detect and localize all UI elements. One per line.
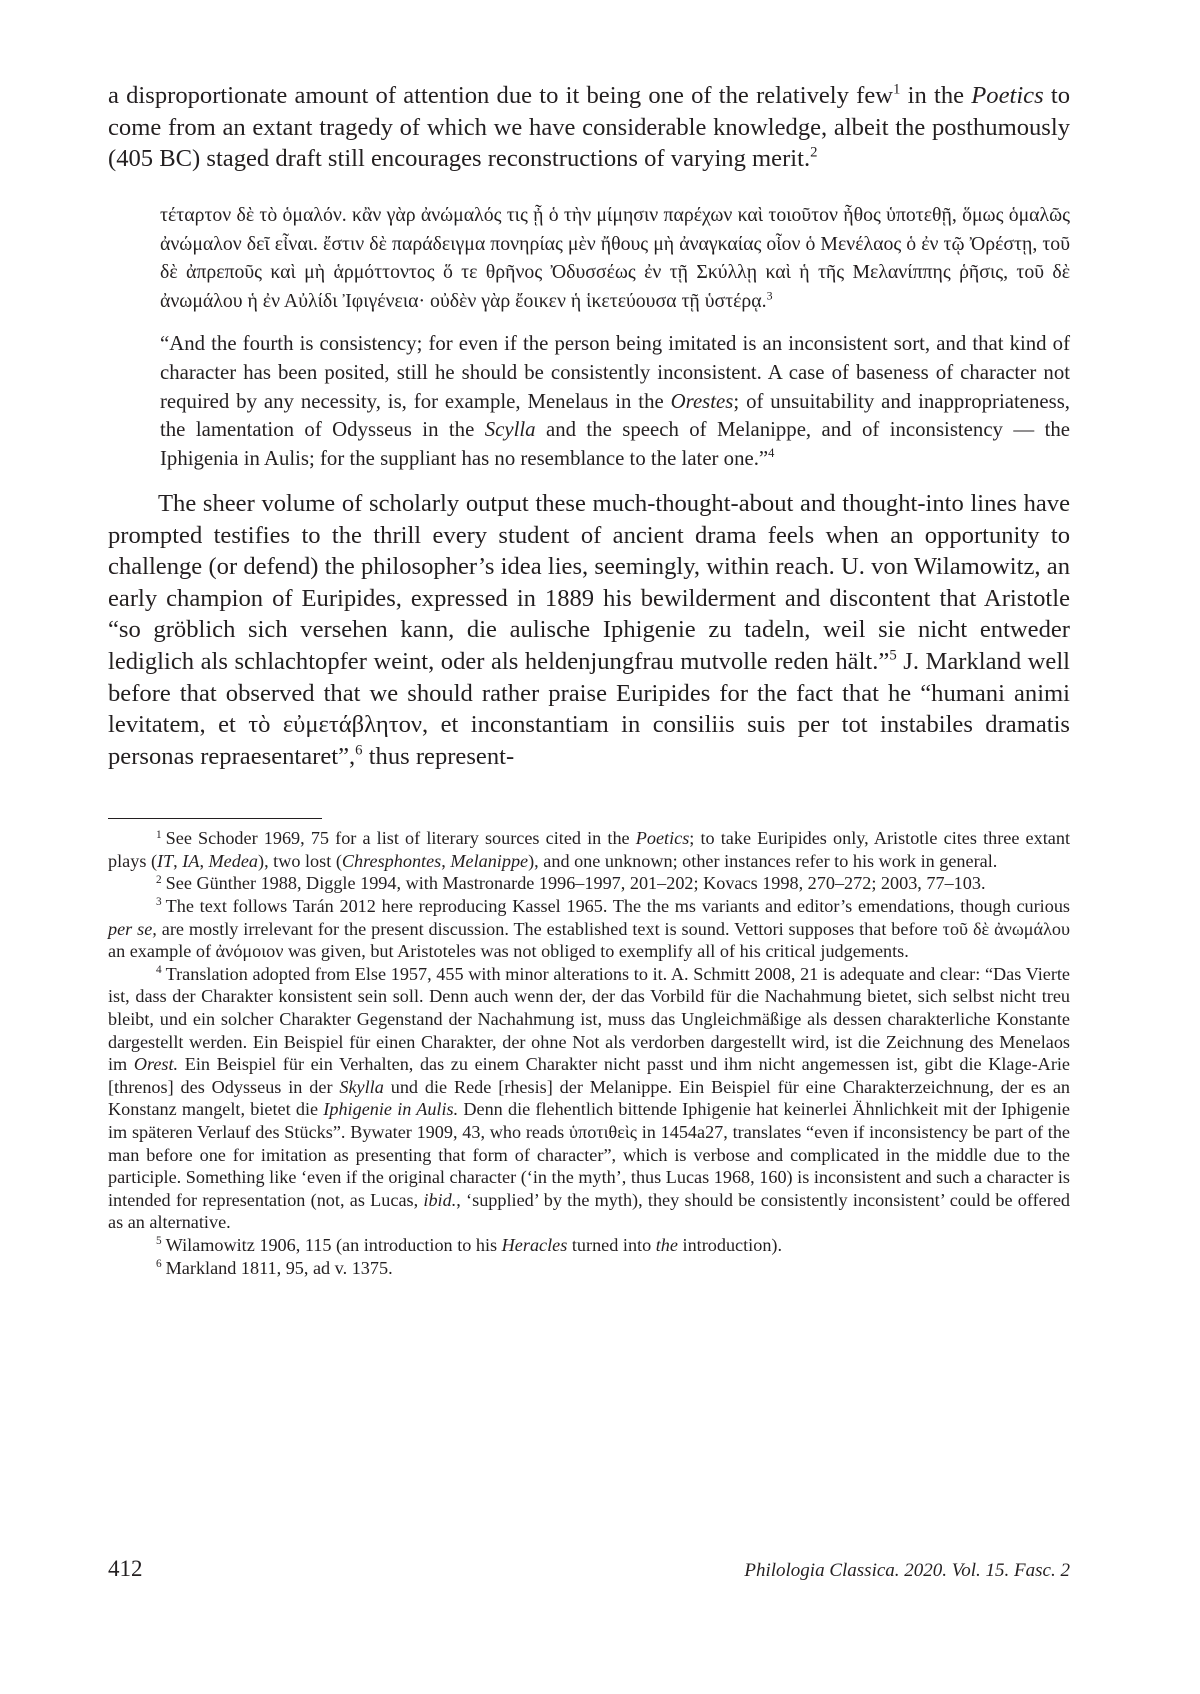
text-run: introduction).	[677, 1234, 783, 1255]
text-run: , ‘supplied’ by the myth), they should be consistently inconsistent’ could be offered as an alternative.	[108, 1189, 1070, 1233]
text-run: Ein Beispiel für ein Verhalten, das zu einem Charakter nicht passt und ihm nicht angemessen ist, gibt die Klage-Arie [threnos] des Odysseus in der	[108, 1054, 1070, 1097]
page-body	[108, 80, 1070, 1279]
italic-run: Skylla	[339, 1076, 384, 1097]
text-run: ,	[441, 850, 451, 871]
italic-run: the	[655, 1234, 678, 1255]
text-run: ,	[199, 850, 209, 871]
footnote-4	[108, 963, 1070, 1234]
text-run: ,	[173, 850, 183, 871]
footnote-ref-6[interactable]: 6	[355, 742, 363, 759]
text-run: thus represent-	[362, 742, 515, 770]
italic-run: IA	[182, 850, 200, 871]
text-run: and the speech of Melanippe, and of inconsistency — the Iphigenia in Aulis; for the suppliant has no resemblance to the later one.”	[160, 418, 1070, 471]
footnote-number: 4	[156, 964, 162, 977]
footnote-ref-2[interactable]: 2	[810, 144, 818, 161]
greek-text: τέταρτον δὲ τὸ ὁμαλόν. κἂν γὰρ ἀνώμαλός τις ᾖ ὁ τὴν μίμησιν παρέχων καὶ τοιοῦτον ἦθος ὑποτεθῇ, ὅμως ὁμαλῶς ἀνώμαλον δεῖ εἶναι. ἔστιν δὲ παράδειγμα πονηρίας μὲν ἤθους μὴ ἀναγκαίας οἷον ὁ Μενέλαος ὁ ἐν τῷ Ὀρέστῃ, τοῦ δὲ ἀπρεποῦς καὶ μὴ ἁρμόττοντος ὅ τε θρῆνος Ὀδυσσέως ἐν τῇ Σκύλλῃ καὶ ἡ τῆς Μελανίππης ῥῆσις, τοῦ δὲ ἀνωμάλου ἡ ἐν Αὐλίδι Ἰφιγένεια· οὐδὲν γὰρ ἔοικεν ἡ ἱκετεύουσα τῇ ὑστέρᾳ.	[160, 203, 1070, 313]
italic-run: ibid.	[423, 1189, 457, 1210]
text-run: Markland 1811, 95, ad v. 1375.	[165, 1257, 393, 1278]
footnote-ref-5[interactable]: 5	[889, 647, 897, 664]
page-footer	[108, 1556, 1070, 1582]
footnote-ref-4[interactable]: 4	[768, 446, 775, 461]
italic-run: Poetics	[971, 82, 1044, 109]
paragraph-intro	[108, 80, 1070, 175]
text-run: J. Markland well before that observed that we should rather praise Euripides for the fact that he “humani animi levitatem, et τὸ εὐμετάβλητον, et inconstantiam in consiliis suis per tot instabiles dramatis personas repraesentaret”,	[108, 647, 1070, 770]
journal-citation: Philologia Classica. 2020. Vol. 15. Fasc. 2	[744, 1560, 1070, 1581]
footnote-number: 3	[156, 896, 162, 909]
italic-run: Iphigenie in Aulis.	[323, 1099, 459, 1120]
paragraph-main	[108, 488, 1070, 772]
text-run: in the	[900, 82, 972, 109]
text-run: Denn die flehentlich bittende Iphigenie hat keinerlei Ähnlichkeit mit der Iphigenie im späteren Verlauf des Stücks”. Bywater 1909, 43, who reads ὑποτιθεὶς in 1454a27, translates “even if inconsistency be part of the man before one for imitation as presenting that form of character”, which is verbose and complicated in the middle due to the participle. Something like ‘even if the original character (‘in the myth’, thus Lucas 1968, 160) is inconsistent and such a character is intended for representation (not, as Lucas,	[108, 1099, 1070, 1210]
text-run: The sheer volume of scholarly output these much-thought-about and thought-into lines have prompted testifies to the thrill every student of ancient drama feels when an opportunity to challenge (or defend) the philosopher’s idea lies, seemingly, within reach. U. von Wilamowitz, an early champion of Euripides, expressed in 1889 his bewilderment and discontent that Aristotle “so gröblich sich versehen kann, die aulische Iphigenie zu tadeln, weil sie nicht entweder lediglich als schlachtopfer weint, oder als heldenjungfrau mutvolle reden hält.”	[108, 489, 1070, 675]
footnote-1	[108, 827, 1070, 872]
text-run: are mostly irrelevant for the present discussion. The established text is sound. Vettori supposes that before τοῦ δὲ ἀνωμάλου an example of ἀνόμοιον was given, but Aristoteles was not obliged to exemplify all of his critical judgements.	[108, 918, 1070, 962]
text-run: ; to take Euripides only, Aristotle cites three extant plays (	[108, 828, 1070, 871]
footnote-number: 6	[156, 1257, 162, 1270]
footnote-divider	[108, 818, 322, 819]
text-run: ), two lost (	[258, 850, 342, 871]
text-run: turned into	[567, 1234, 656, 1255]
italic-run: IT	[157, 850, 174, 871]
greek-quotation	[160, 201, 1070, 316]
text-run: See Schoder 1969, 75 for a list of literary sources cited in the	[165, 828, 636, 849]
italic-run: Poetics	[635, 828, 690, 849]
footnote-number: 2	[156, 873, 162, 886]
italic-run: Medea	[208, 850, 259, 871]
footnote-ref-1[interactable]: 1	[893, 81, 901, 98]
footnote-number: 5	[156, 1235, 162, 1248]
text-run: ), and one unknown; other instances refer to his work in general.	[528, 850, 998, 871]
text-run: a disproportionate amount of attention due to it being one of the relatively few	[108, 82, 894, 109]
footnote-6	[108, 1257, 1070, 1280]
text-run: “And the fourth is consistency; for even if the person being imitated is an inconsistent sort, and that kind of character has been posited, still he should be consistently inconsistent. A case of baseness of character not required by any necessity, is, for example, Menelaus in the	[160, 331, 1070, 413]
footnote-3	[108, 895, 1070, 963]
italic-run: Heracles	[501, 1234, 568, 1255]
translation-quotation	[160, 330, 1070, 474]
italic-run: Chresphontes	[341, 850, 442, 871]
footnote-number: 1	[156, 828, 162, 841]
italic-run: Orest.	[133, 1054, 179, 1075]
text-run: und die Rede [rhesis] der Melanippe. Ein Beispiel für eine Charakterzeichnung, der es an Konstanz mangelt, bietet die	[108, 1076, 1070, 1120]
italic-run: Scylla	[484, 418, 536, 442]
text-run: The text follows Tarán 2012 here reproducing Kassel 1965. The the ms variants and editor’s emendations, though curious	[165, 896, 1070, 917]
footnote-5	[108, 1234, 1070, 1257]
text-run: ; of unsuitability and inappropriateness, the lamentation of Odysseus in the	[160, 389, 1070, 442]
footnote-2	[108, 872, 1070, 895]
page-number: 412	[108, 1556, 143, 1581]
italic-run: Orestes	[670, 389, 734, 413]
text-run: See Günther 1988, Diggle 1994, with Mastronarde 1996–1997, 201–202; Kovacs 1998, 270–272; 2003, 77–103.	[165, 873, 986, 894]
italic-run: per se,	[108, 918, 157, 939]
footnote-ref-3[interactable]: 3	[766, 288, 773, 303]
italic-run: Melanippe	[450, 850, 529, 871]
text-run: Translation adopted from Else 1957, 455 with minor alterations to it. A. Schmitt 2008, 21 is adequate and clear: “Das Vierte ist, dass der Charakter konsistent sein soll. Denn auch wenn der, der das Vorbild für die Nachahmung bietet, sich selbst nicht treu bleibt, und ein solcher Charakter Gegenstand der Nachahmung ist, muss das Ungleichmäßige als dessen charakterliche Konstante dargestellt werden. Ein Beispiel für einen Charakter, der ohne Not als verdorben dargestellt wird, ist die Zeichnung des Menelaos im	[108, 963, 1070, 1075]
text-run: to come from an extant tragedy of which we have considerable knowledge, albeit the posthumously (405 BC) staged draft still encourages reconstructions of varying merit.	[108, 82, 1070, 173]
text-run: Wilamowitz 1906, 115 (an introduction to his	[165, 1234, 502, 1255]
